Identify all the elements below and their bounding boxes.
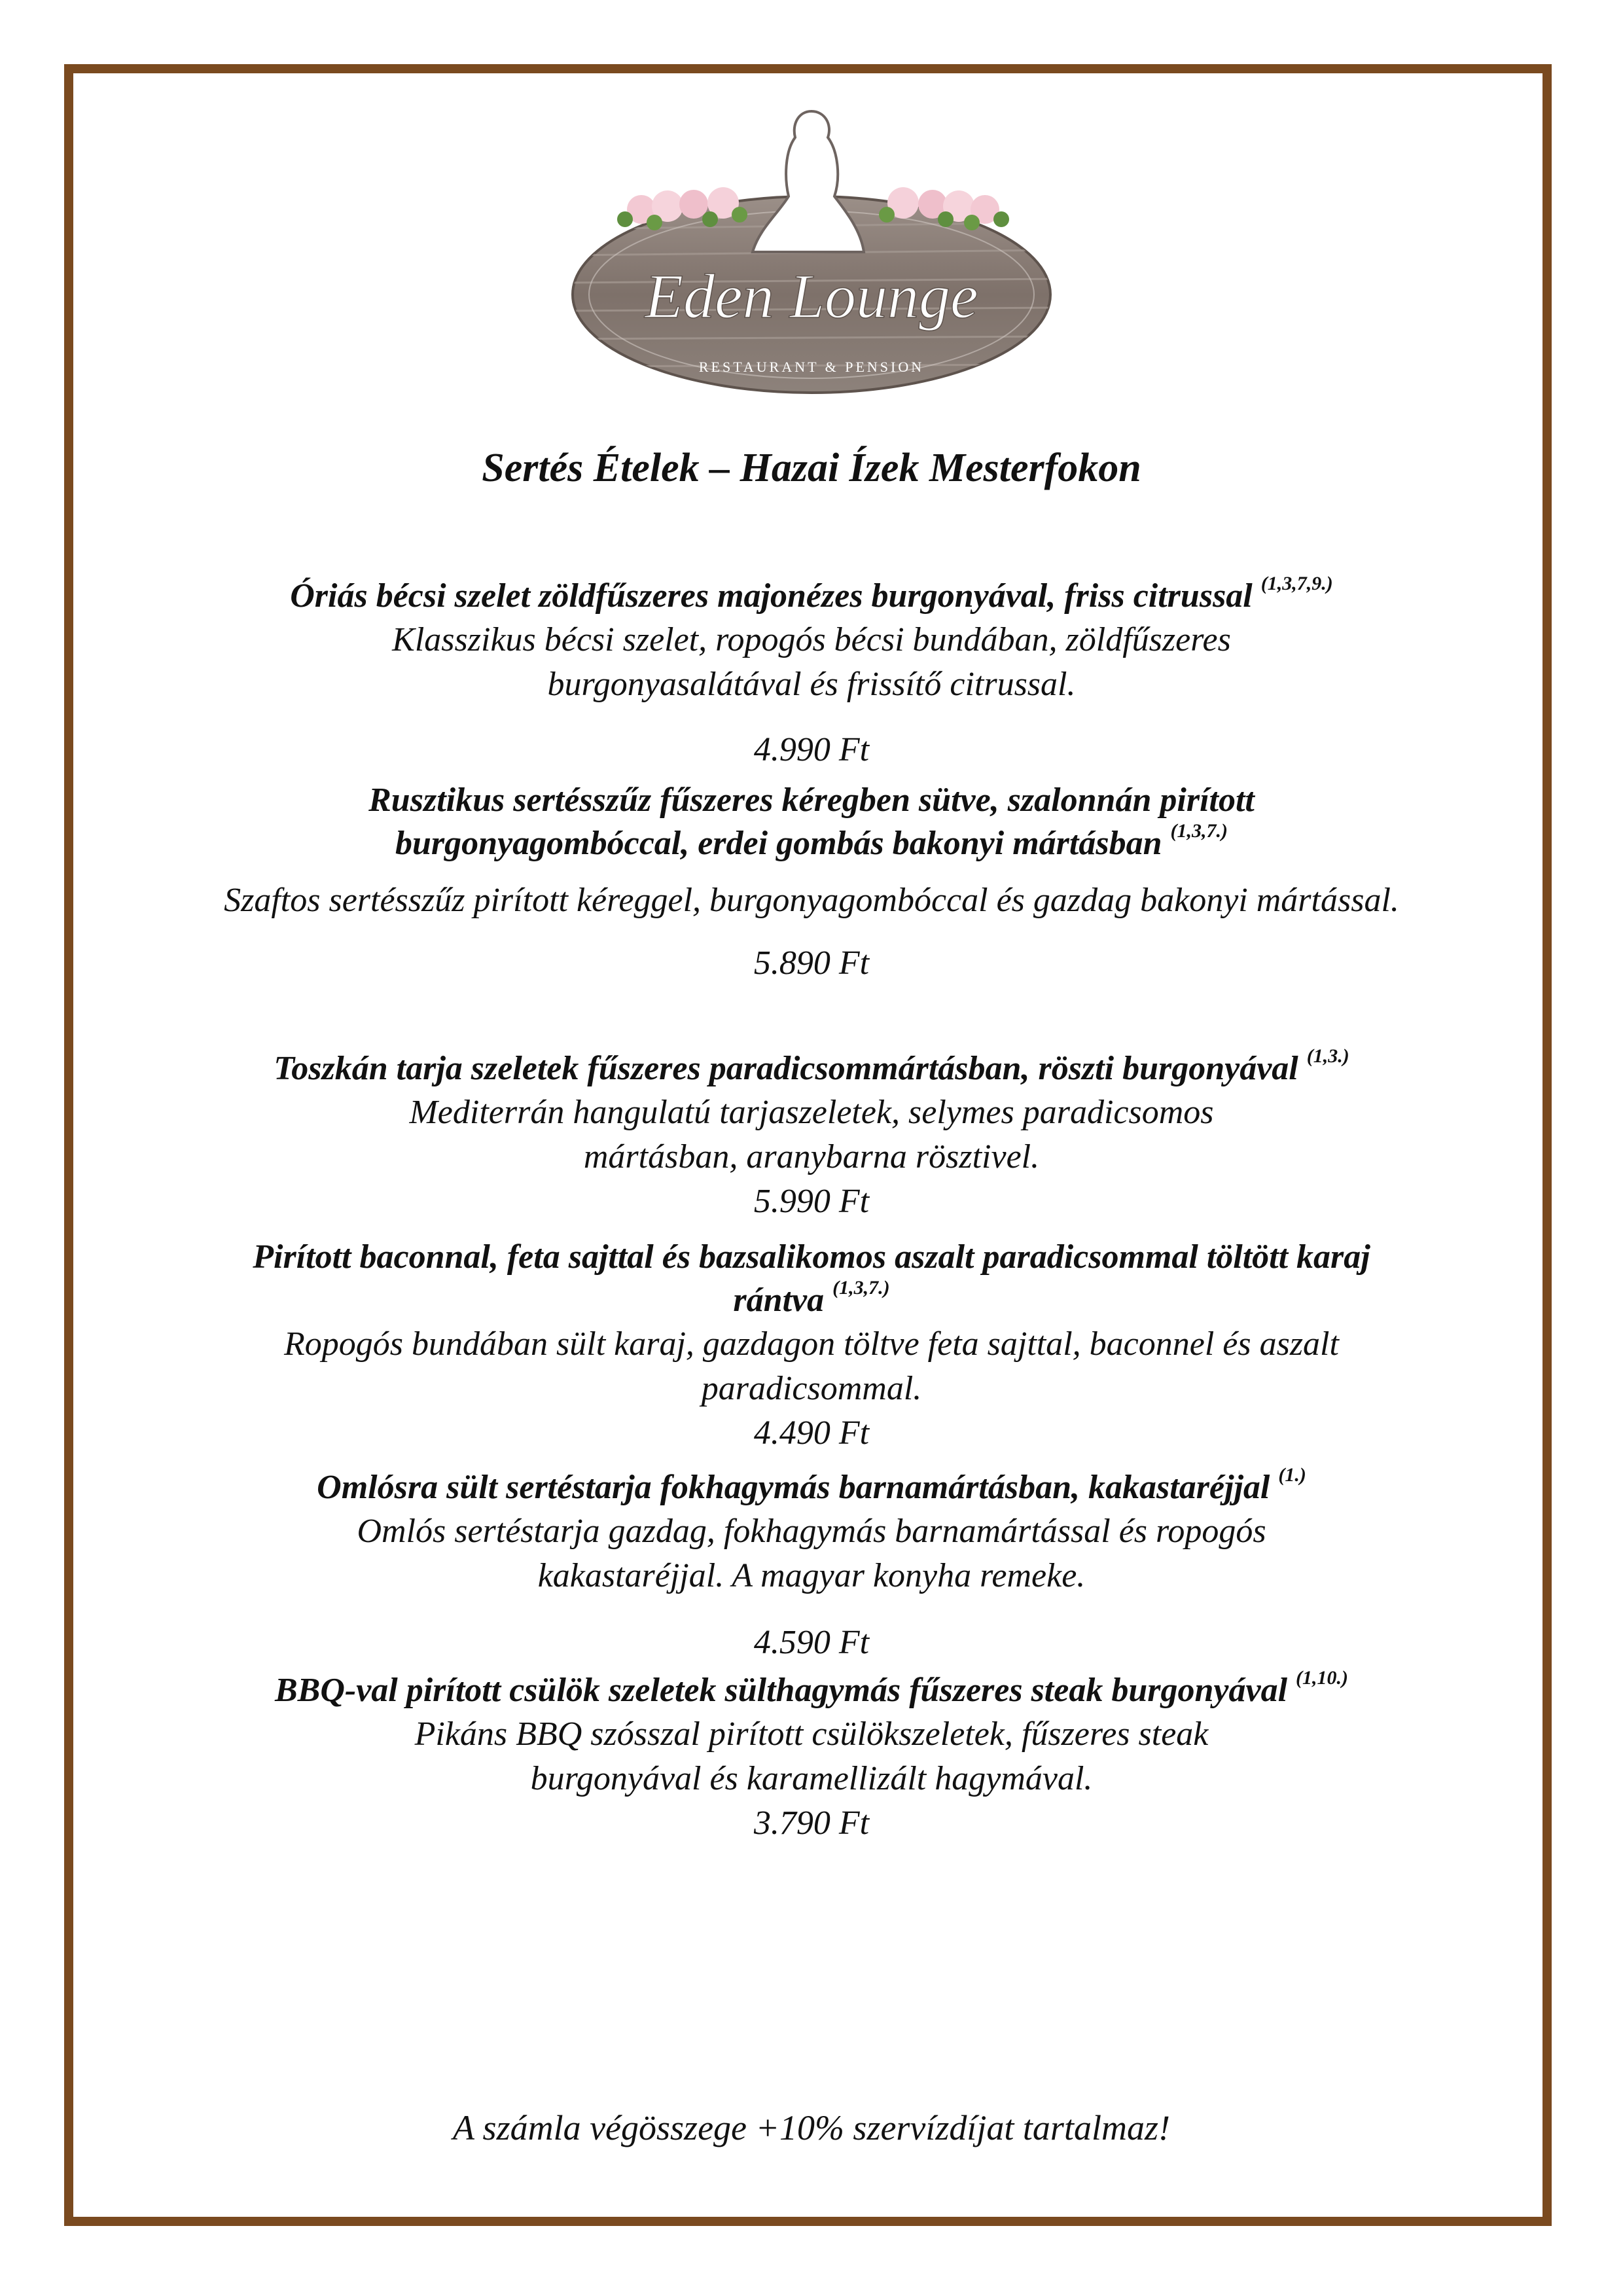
menu-item: [170, 1466, 1453, 1665]
item-description: Pikáns BBQ szósszal pirított csülökszeletek, fűszeres steak burgonyával és karamellizált hagymával.: [414, 1715, 1209, 1797]
item-price: 4.490 Ft: [753, 1414, 870, 1452]
item-name: Omlósra sült sertéstarja fokhagymás barnamártásban, kakastaréjjal $^{(1.)}$: [317, 1464, 1306, 1506]
allergen-codes: (1,10.): [1296, 1667, 1349, 1689]
item-price: 5.990 Ft: [753, 1183, 870, 1220]
item-description: Klasszikus bécsi szelet, ropogós bécsi bundában, zöldfűszeres burgonyasalátával és frissítő citrussal.: [392, 621, 1231, 703]
item-description: Ropogós bundában sült karaj, gazdagon töltve feta sajttal, baconnel és aszalt paradicsommal.: [284, 1325, 1339, 1407]
allergen-codes: (1,3,7,9.): [1260, 573, 1333, 594]
item-description: Omlós sertéstarja gazdag, fokhagymás barnamártással és ropogós kakastaréjjal. A magyar konyha remeke.: [357, 1513, 1266, 1594]
item-name: Toszkán tarja szeletek fűszeres paradicsommártásban, röszti burgonyával $^{(1,3.)}$: [274, 1045, 1349, 1087]
logo-name: Eden Lounge: [645, 261, 978, 331]
item-name: Óriás bécsi szelet zöldfűszeres majonézes burgonyával, friss citrussal $^{(1,3,7,9.)}$: [290, 573, 1333, 615]
allergen-codes: (1,3.): [1306, 1045, 1349, 1067]
item-price: 5.890 Ft: [753, 944, 870, 982]
item-name: Pirított baconnal, feta sajttal és bazsalikomos aszalt paradicsommal töltött karaj rántva $^{(1,3,7.)}$: [253, 1238, 1370, 1319]
item-price: 4.990 Ft: [753, 731, 870, 768]
item-description: Mediterrán hangulatú tarjaszeletek, selymes paradicsomos mártásban, aranybarna rösztivel.: [409, 1094, 1214, 1175]
item-description: Szaftos sertésszűz pirított kéreggel, burgonyagombóccal és gazdag bakonyi mártással.: [224, 882, 1399, 919]
menu-item: [170, 575, 1453, 772]
menu-item: [170, 1236, 1453, 1456]
menu-item: [170, 1669, 1453, 1846]
item-price: 3.790 Ft: [753, 1804, 870, 1842]
item-name: Rusztikus sertésszűz fűszeres kéregben sütve, szalonnán pirított burgonyagombóccal, erdei gombás bakonyi mártásban $^{(1,3,7.)}$: [368, 781, 1255, 862]
restaurant-logo: [563, 98, 1060, 406]
logo-subtitle: RESTAURANT & PENSION: [698, 359, 925, 375]
menu-item: [170, 779, 1453, 986]
allergen-codes: (1,3,7.): [832, 1277, 890, 1299]
item-price: 4.590 Ft: [753, 1624, 870, 1661]
menu-item: [170, 1047, 1453, 1224]
item-name: BBQ-val pirított csülök szeletek sülthagymás fűszeres steak burgonyával $^{(1,10.)}$: [274, 1667, 1349, 1709]
allergen-codes: (1.): [1278, 1464, 1306, 1486]
page-title: Sertés Ételek – Hazai Ízek Mesterfokon: [482, 446, 1141, 490]
service-charge-note: A számla végösszege +10% szervízdíjat tartalmaz!: [453, 2108, 1170, 2147]
allergen-codes: (1,3,7.): [1170, 820, 1228, 842]
